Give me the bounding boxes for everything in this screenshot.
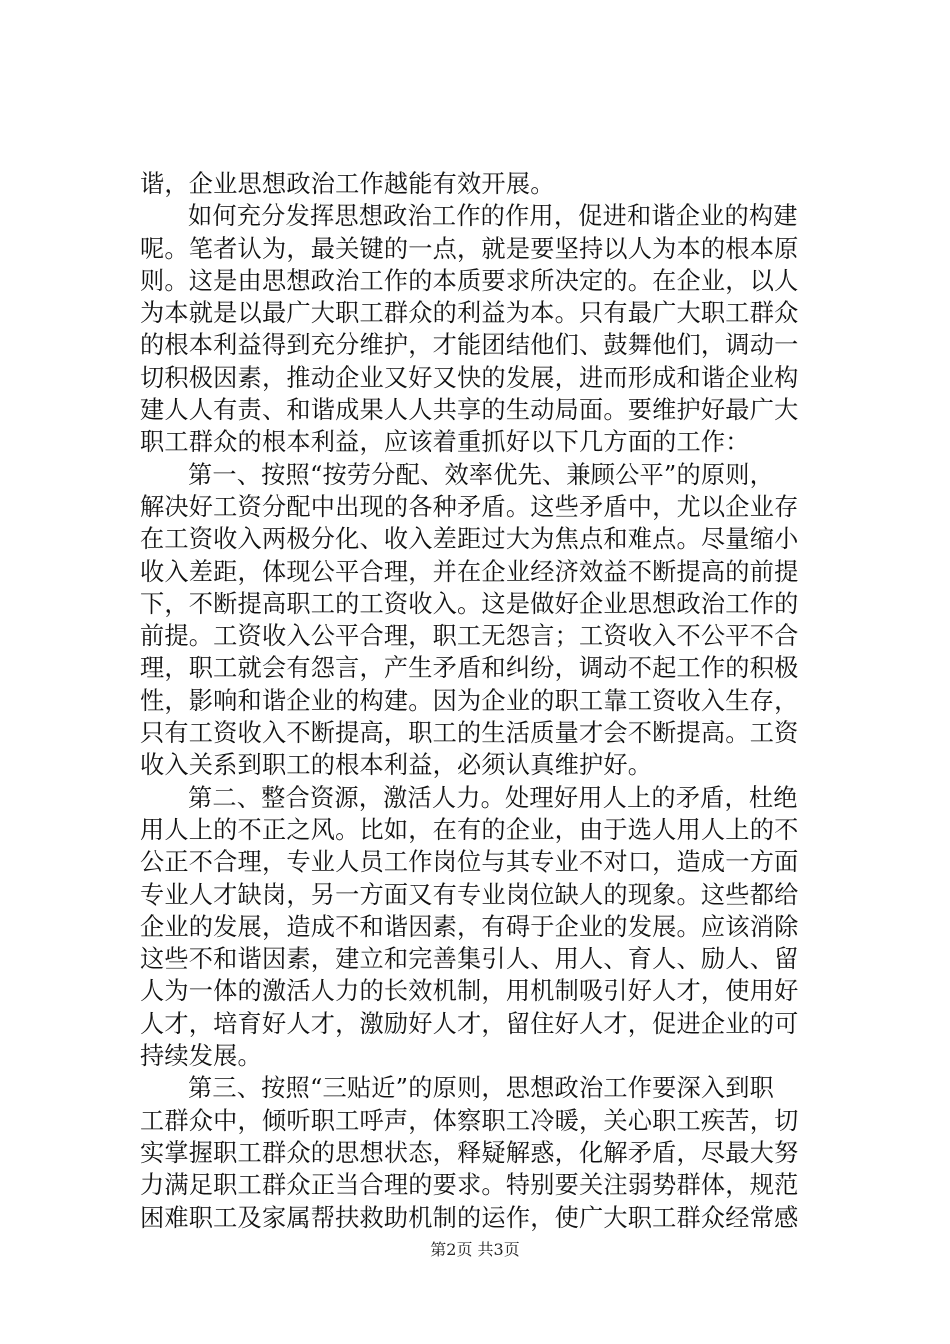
text-line: 专业人才缺岗，另一方面又有专业岗位缺人的现象。这些都给 (140, 880, 799, 909)
text-line: 职工群众的根本利益，应该着重抓好以下几方面的工作： (140, 428, 750, 457)
text-line: 第二、整合资源，激活人力。处理好用人上的矛盾，杜绝 (188, 783, 798, 812)
text-line: 公正不合理，专业人员工作岗位与其专业不对口，造成一方面 (140, 848, 799, 877)
text-line: 收入关系到职工的根本利益，必须认真维护好。 (140, 751, 653, 780)
text-line: 人为一体的激活人力的长效机制，用机制吸引好人才，使用好 (140, 977, 799, 1006)
document-body (140, 168, 830, 1234)
text-line: 呢。笔者认为，最关键的一点，就是要坚持以人为本的根本原 (140, 234, 799, 263)
text-line: 第三、按照“三贴近”的原则，思想政治工作要深入到职 (188, 1074, 775, 1103)
text-line: 企业的发展，造成不和谐因素，有碍于企业的发展。应该消除 (140, 912, 799, 941)
page-footer (0, 1240, 950, 1260)
text-line: 第一、按照“按劳分配、效率优先、兼顾公平”的原则， (188, 460, 775, 489)
text-line: 的根本利益得到充分维护，才能团结他们、鼓舞他们，调动一 (140, 331, 799, 360)
text-line: 为本就是以最广大职工群众的利益为本。只有最广大职工群众 (140, 299, 799, 328)
text-line: 如何充分发挥思想政治工作的作用，促进和谐企业的构建 (188, 202, 798, 231)
text-line: 困难职工及家属帮扶救助机制的运作，使广大职工群众经常感 (140, 1203, 799, 1232)
text-line: 理，职工就会有怨言，产生矛盾和纠纷，调动不起工作的积极 (140, 654, 799, 683)
page-number-label: 第2页 共3页 (430, 1240, 520, 1259)
text-line: 用人上的不正之风。比如，在有的企业，由于选人用人上的不 (140, 815, 799, 844)
text-line: 性，影响和谐企业的构建。因为企业的职工靠工资收入生存， (140, 686, 799, 715)
text-line: 力满足职工群众正当合理的要求。特别要关注弱势群体，规范 (140, 1171, 799, 1200)
text-line: 在工资收入两极分化、收入差距过大为焦点和难点。尽量缩小 (140, 525, 799, 554)
text-line: 下，不断提高职工的工资收入。这是做好企业思想政治工作的 (140, 589, 799, 618)
text-line: 前提。工资收入公平合理，职工无怨言；工资收入不公平不合 (140, 622, 799, 651)
text-line: 实掌握职工群众的思想状态，释疑解惑，化解矛盾，尽最大努 (140, 1138, 799, 1167)
text-line: 工群众中，倾听职工呼声，体察职工冷暖，关心职工疾苦，切 (140, 1106, 799, 1135)
text-line: 则。这是由思想政治工作的本质要求所决定的。在企业，以人 (140, 266, 799, 295)
text-line: 持续发展。 (140, 1042, 262, 1071)
text-line: 解决好工资分配中出现的各种矛盾。这些矛盾中，尤以企业存 (140, 492, 799, 521)
text-line: 人才，培育好人才，激励好人才，留住好人才，促进企业的可 (140, 1009, 799, 1038)
text-line: 收入差距，体现公平合理，并在企业经济效益不断提高的前提 (140, 557, 799, 586)
text-line: 切积极因素，推动企业又好又快的发展，进而形成和谐企业构 (140, 363, 799, 392)
text-line: 只有工资收入不断提高，职工的生活质量才会不断提高。工资 (140, 719, 799, 748)
text-line: 建人人有责、和谐成果人人共享的生动局面。要维护好最广大 (140, 396, 799, 425)
text-line: 这些不和谐因素，建立和完善集引人、用人、育人、励人、留 (140, 945, 799, 974)
text-line: 谐，企业思想政治工作越能有效开展。 (140, 170, 555, 198)
